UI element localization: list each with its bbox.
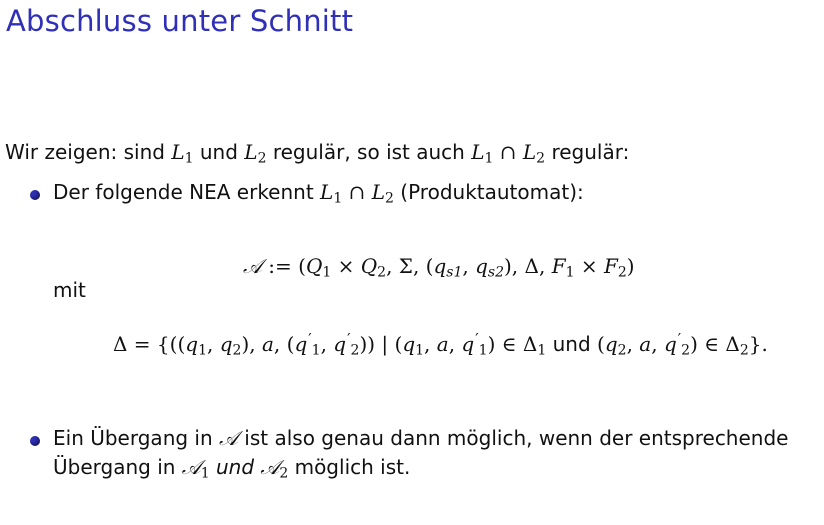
- automaton-definition: 𝒜 := ($Q_1 \times Q_2$, Σ, ($q_{s1}$, $q_{s2}$), Δ, $F_1 \times F_2$): [243, 254, 635, 281]
- bullet2-line2-prefix: Übergang in: [53, 455, 182, 479]
- delta-und: und: [552, 331, 591, 356]
- intro-suffix: regulär:: [545, 140, 630, 164]
- intro-and: und: [193, 140, 245, 164]
- math-l1-cap-l2: $L_1$ ∩ $L_2$: [471, 140, 546, 167]
- math-a2: 𝒜$_2$: [260, 455, 289, 482]
- bullet2-line1-suffix: ist also genau dann möglich, wenn der entsprechende: [237, 426, 789, 450]
- intro-line: [5, 140, 629, 167]
- mit-label: mit: [53, 278, 86, 302]
- bullet2-line2-suffix: möglich ist.: [288, 455, 411, 479]
- intro-prefix: Wir zeigen: sind: [5, 140, 172, 164]
- delta-definition: $\Delta = \{((q_1$, $q_2$), a, ($q'_1$, $q'_2$)) | ($q_1$, a, $q'_1$) ∈ $\Delta_1$ und ($q_2$, a, $q'_2$) ∈ $\Delta_2$}.: [113, 330, 768, 359]
- bullet-marker: [30, 190, 40, 200]
- math-a: 𝒜: [219, 426, 238, 450]
- bullet2-und: und: [215, 455, 255, 479]
- bullet-marker: [30, 436, 40, 446]
- bullet2-line1-prefix: Ein Übergang in: [53, 426, 220, 450]
- bullet2-line1: [53, 426, 788, 450]
- intro-mid: regulär, so ist auch: [266, 140, 472, 164]
- math-l1: $L_1$: [171, 140, 194, 167]
- bullet1-prefix: Der folgende NEA erkennt: [53, 180, 321, 204]
- bullet2-line2: [53, 455, 410, 482]
- math-a1: 𝒜$_1$: [181, 455, 210, 482]
- bullet1-suffix: (Produktautomat):: [393, 180, 584, 204]
- bullet1-line: [53, 180, 584, 207]
- slide-title: Abschluss unter Schnitt: [6, 4, 354, 38]
- math-l1-cap-l2-b: $L_1$ ∩ $L_2$: [320, 180, 394, 207]
- math-l2: $L_2$: [244, 140, 267, 167]
